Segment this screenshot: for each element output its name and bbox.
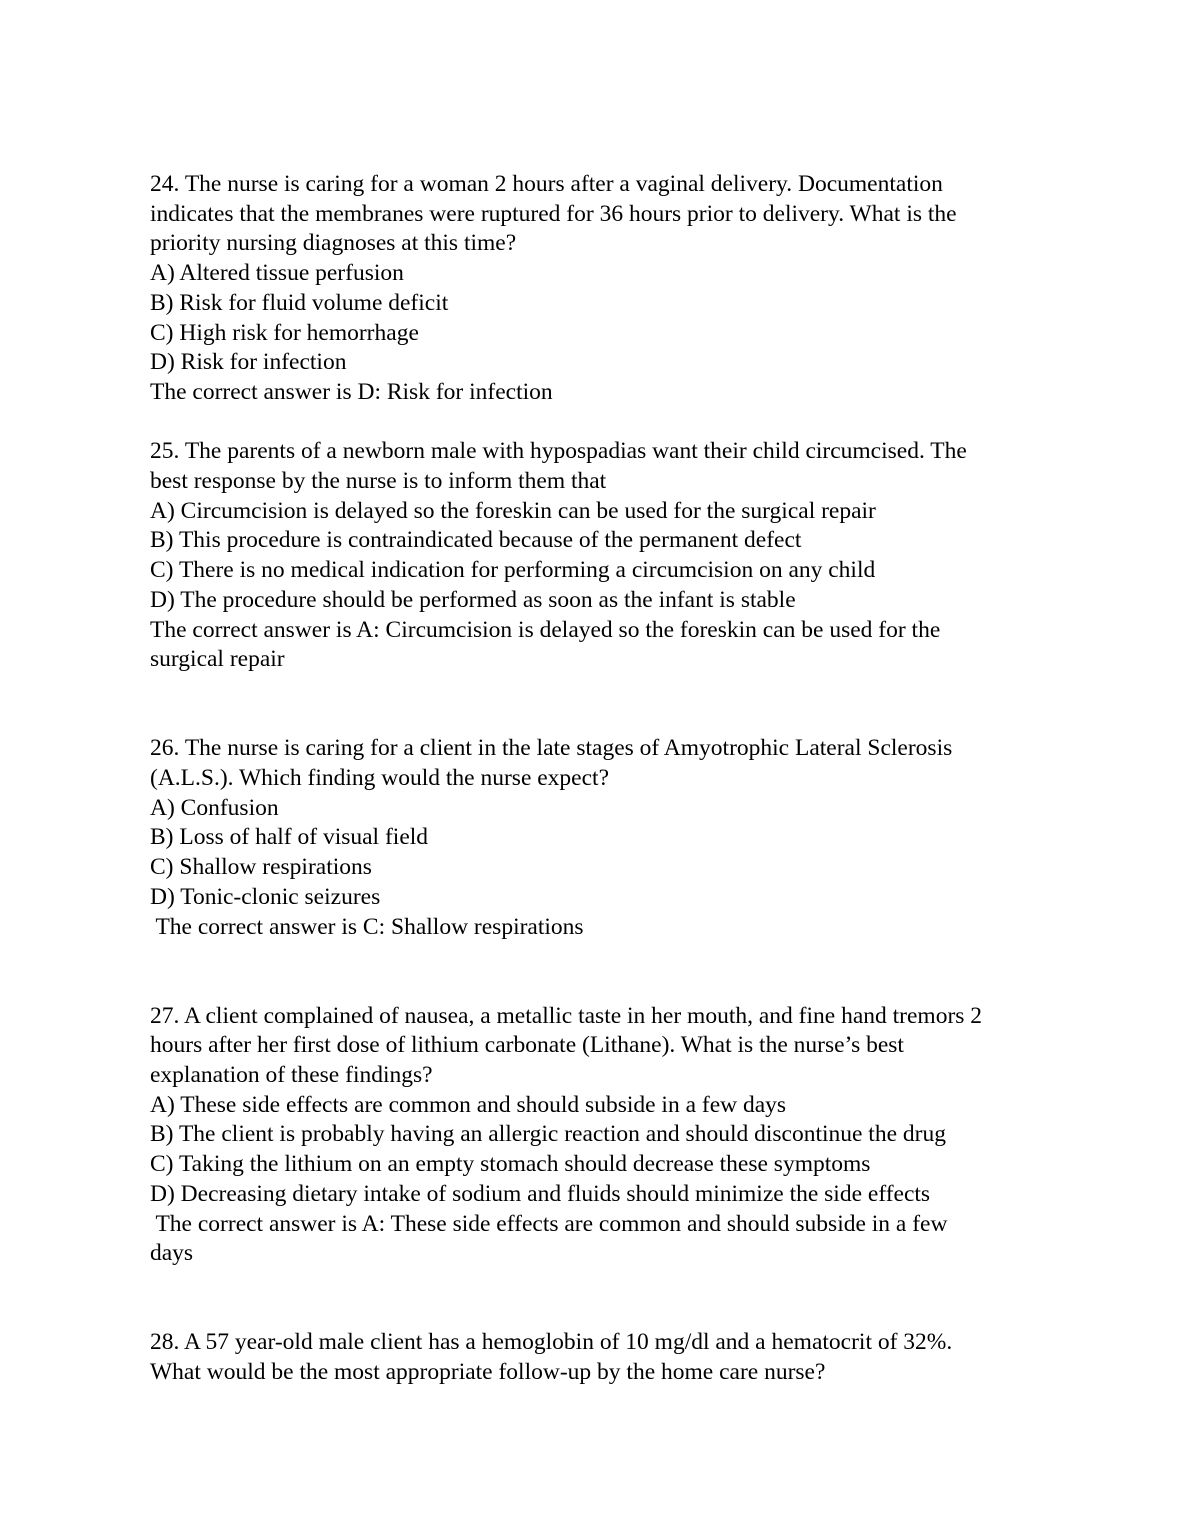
answer-option-b: B) This procedure is contraindicated because of the permanent defect xyxy=(150,527,802,554)
answer-option-b: B) The client is probably having an allergic reaction and should discontinue the drug xyxy=(150,1121,946,1148)
answer-option-d: D) Tonic-clonic seizures xyxy=(150,883,381,910)
question-stem-line: explanation of these findings? xyxy=(150,1062,433,1089)
answer-option-a: A) Altered tissue perfusion xyxy=(150,260,404,287)
question-stem-line: hours after her first dose of lithium carbonate (Lithane). What is the nurse’s best xyxy=(150,1032,904,1059)
question-stem-line: indicates that the membranes were ruptured for 36 hours prior to delivery. What is the xyxy=(150,200,957,227)
question-26 xyxy=(150,734,1050,942)
answer-option-c: C) There is no medical indication for performing a circumcision on any child xyxy=(150,557,876,584)
answer-option-a: A) Confusion xyxy=(150,794,279,821)
question-25 xyxy=(150,437,1050,675)
correct-answer: The correct answer is C: Shallow respirations xyxy=(150,913,584,940)
answer-option-b: B) Loss of half of visual field xyxy=(150,824,429,851)
answer-option-d: D) The procedure should be performed as soon as the infant is stable xyxy=(150,586,796,613)
answer-option-d: D) Risk for infection xyxy=(150,349,347,376)
answer-option-c: C) Taking the lithium on an empty stomach should decrease these symptoms xyxy=(150,1151,871,1178)
answer-option-c: C) Shallow respirations xyxy=(150,854,372,881)
answer-option-b: B) Risk for fluid volume deficit xyxy=(150,289,449,316)
correct-answer: The correct answer is A: These side effects are common and should subside in a few xyxy=(150,1210,948,1237)
answer-option-a: A) These side effects are common and should subside in a few days xyxy=(150,1091,787,1118)
question-28 xyxy=(150,1328,1050,1387)
answer-option-a: A) Circumcision is delayed so the foreskin can be used for the surgical repair xyxy=(150,497,876,524)
question-stem-line: best response by the nurse is to inform them that xyxy=(150,468,607,495)
question-stem-line: (A.L.S.). Which finding would the nurse expect? xyxy=(150,765,610,792)
correct-answer: days xyxy=(150,1240,194,1267)
question-stem-line: 24. The nurse is caring for a woman 2 hours after a vaginal delivery. Documentation xyxy=(150,171,943,197)
correct-answer: The correct answer is D: Risk for infection xyxy=(150,378,553,405)
answer-option-d: D) Decreasing dietary intake of sodium and fluids should minimize the side effects xyxy=(150,1180,931,1207)
question-stem-line: What would be the most appropriate follow-up by the home care nurse? xyxy=(150,1359,826,1386)
question-24 xyxy=(150,170,1050,408)
question-27 xyxy=(150,1002,1050,1269)
answer-option-c: C) High risk for hemorrhage xyxy=(150,319,419,346)
question-stem-line: 26. The nurse is caring for a client in the late stages of Amyotrophic Lateral Sclerosis xyxy=(150,735,953,762)
question-stem-line: 28. A 57 year-old male client has a hemoglobin of 10 mg/dl and a hematocrit of 32%. xyxy=(150,1329,953,1356)
question-stem-line: 27. A client complained of nausea, a metallic taste in her mouth, and fine hand tremors 2 xyxy=(150,1002,983,1029)
correct-answer: The correct answer is A: Circumcision is delayed so the foreskin can be used for the xyxy=(150,616,941,643)
document-page xyxy=(150,170,1050,1388)
question-stem-line: 25. The parents of a newborn male with hypospadias want their child circumcised. The xyxy=(150,438,967,465)
question-stem-line: priority nursing diagnoses at this time? xyxy=(150,230,517,257)
correct-answer: surgical repair xyxy=(150,646,285,673)
